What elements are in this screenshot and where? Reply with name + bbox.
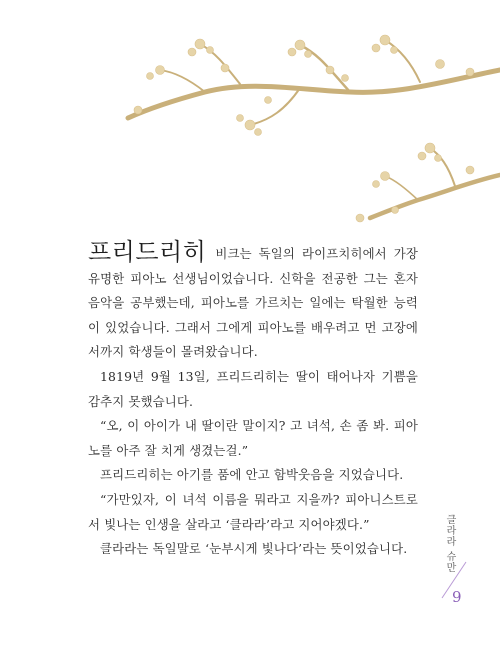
story-paragraph-6: 클라라는 독일말로 ‘눈부시게 빛나다’라는 뜻이었습니다. [100,541,408,557]
story-paragraph-1-text: 비크는 독일의 라이프치히에서 가장 유명한 피아노 선생님이었습니다. 신학을 전공한 그는 혼자 음악을 공부했는데, 피아노를 가르치는 일에는 탁월한 능력이 있었습니다. 그래서 그에게 피아노를 배우려고 먼 고장에서까지 학생들이 몰려왔습니다. [88,246,418,360]
story-paragraph-3: “오, 이 아이가 내 딸이란 말이지? 고 녀석, 손 좀 봐. 피아노를 아주 잘 치게 생겼는걸.” [88,418,418,458]
page-number: 9 [452,588,462,606]
running-title: 클라라 슈만 [444,514,455,574]
blossom-branch-illustration [0,0,500,230]
story-paragraph-1 [88,240,418,365]
chapter-opening-word: 프리드리히 [88,238,207,266]
story-paragraph-4: 프리드리히는 아기를 품에 안고 함박웃음을 지었습니다. [100,467,404,483]
story-paragraph-2: 1819년 9월 13일, 프리드리히는 딸이 태어나자 기쁨을 감추지 못했습니다. [88,368,418,409]
story-text [88,240,418,562]
story-paragraph-5: “가만있자, 이 녀석 이름을 뭐라고 지을까? 피아니스트로서 빛나는 인생을 살라고 ‘클라라’라고 지어야겠다.” [88,491,418,532]
